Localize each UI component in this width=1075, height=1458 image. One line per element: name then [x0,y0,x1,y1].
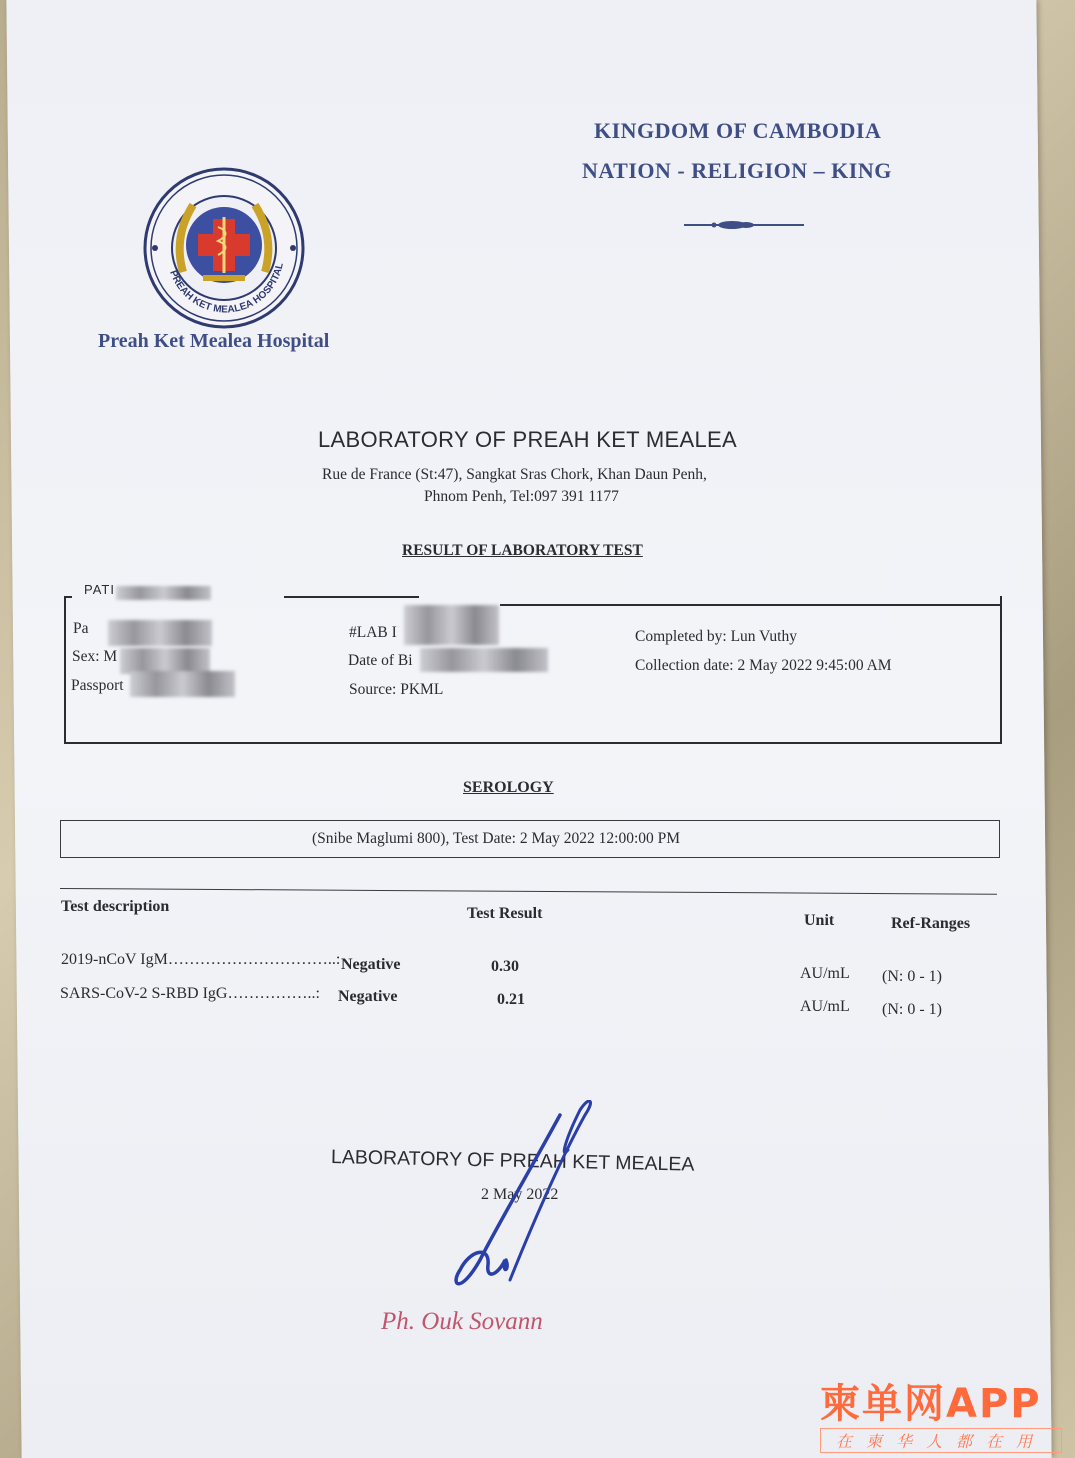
redaction-blur [116,586,211,600]
patient-profile-legend: PATI [84,582,115,597]
header-unit: Unit [804,912,835,929]
instrument-info: (Snibe Maglumi 800), Test Date: 2 May 2022 12:00:00 PM [312,830,681,847]
redaction-blur [404,605,499,645]
source-field: Source: PKML [349,681,444,698]
lab-address-line1: Rue de France (St:47), Sangkat Sras Chork, Khan Daun Penh, [322,466,707,483]
patient-sex-label: Sex: M [72,648,118,665]
lab-title: LABORATORY OF PREAH KET MEALEA [318,427,737,452]
signature-lab-title: LABORATORY OF PREAH KET MEALEA [330,1146,695,1176]
completed-by-field: Completed by: Lun Vuthy [635,628,797,645]
patient-name-label: Pa [73,620,89,637]
hospital-name: Preah Ket Mealea Hospital [98,330,330,352]
table-row-value: 0.30 [491,958,519,975]
watermark-brand: 柬单网APP [820,1381,1042,1427]
lab-id-label: #LAB I [349,624,397,641]
collection-date-field: Collection date: 2 May 2022 9:45:00 AM [635,657,892,674]
section-title: SEROLOGY [463,779,554,796]
table-row-value: 0.21 [497,991,525,1008]
patient-passport-label: Passport [71,677,124,694]
table-row-interpretation: Negative [341,956,401,973]
redaction-blur [108,620,212,646]
lab-address-line2: Phnom Penh, Tel:097 391 1177 [424,488,619,505]
table-row-ref: (N: 0 - 1) [882,1001,942,1018]
hospital-seal-logo-icon [143,167,305,329]
table-row-unit: AU/mL [800,998,850,1015]
kingdom-heading: KINGDOM OF CAMBODIA [594,118,882,143]
motto-heading: NATION - RELIGION – KING [582,158,892,183]
table-row-interpretation: Negative [338,988,398,1005]
redaction-blur [130,671,235,697]
watermark-tagline: 在柬华人都在用 [820,1428,1062,1453]
ornament-divider-icon [684,218,804,232]
table-row-description: 2019-nCoV IgM…………………………..: [61,951,341,968]
dob-label: Date of Bi [348,652,413,669]
table-row-unit: AU/mL [800,965,850,982]
table-row-ref: (N: 0 - 1) [882,968,942,985]
header-test-description: Test description [61,898,170,915]
signature-date: 2 May 2022 [481,1186,559,1203]
header-ref-ranges: Ref-Ranges [891,915,971,932]
table-row-description: SARS-CoV-2 S-RBD IgG……………..: [60,985,320,1002]
header-test-result: Test Result [467,905,543,922]
signer-name: Ph. Ouk Sovann [381,1308,543,1335]
report-title: RESULT OF LABORATORY TEST [402,542,643,559]
seal-text: PREAH KET MEALEA HOSPITAL [167,261,286,316]
handwritten-signature-icon [440,1100,610,1300]
app-watermark [820,1372,1065,1458]
redaction-blur [420,648,548,672]
